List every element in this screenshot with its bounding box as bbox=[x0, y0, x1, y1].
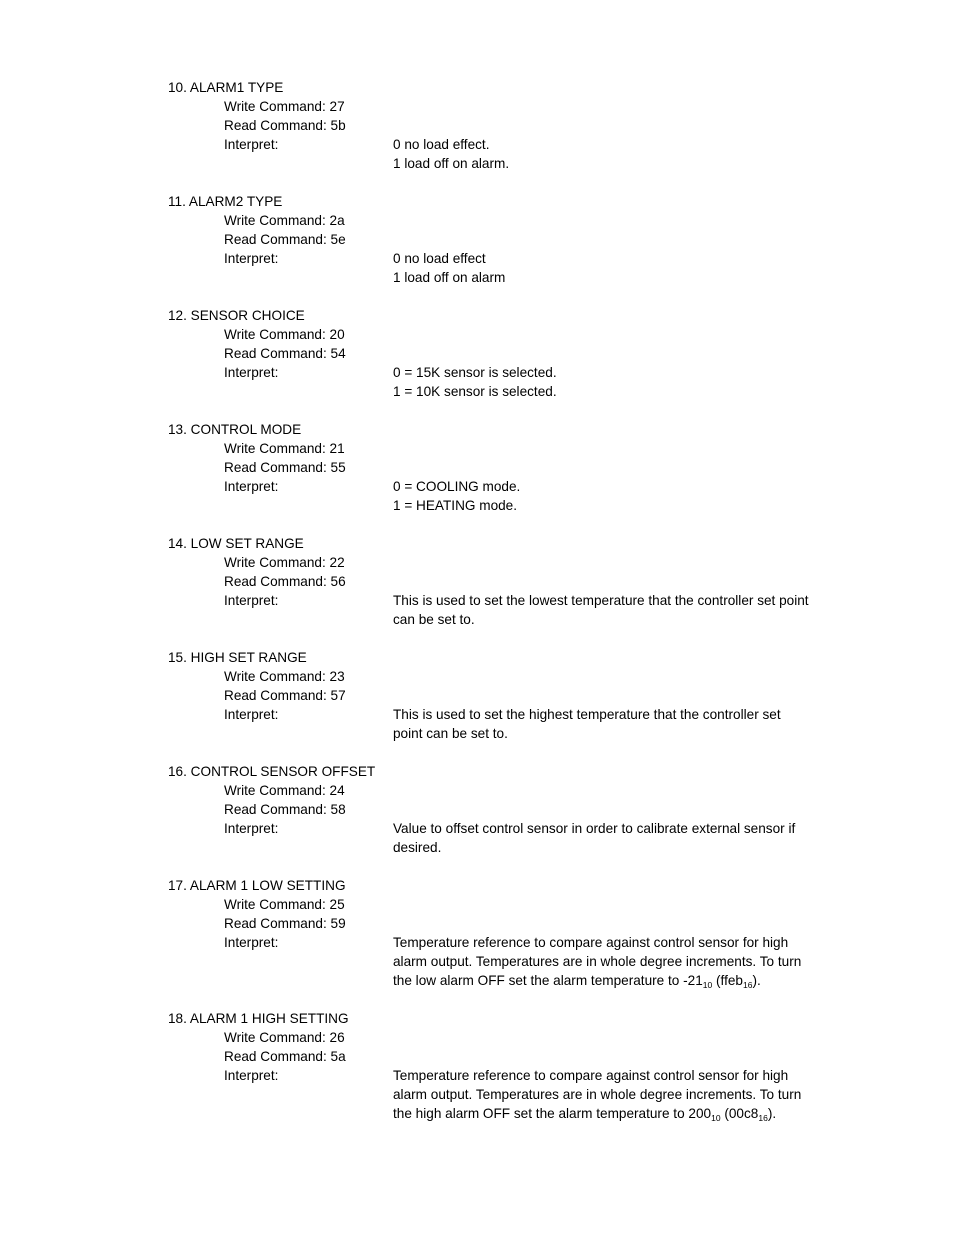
interpret-text: 0 = 15K sensor is selected. bbox=[393, 365, 557, 380]
interpret-block bbox=[0, 705, 954, 743]
interpret-label: Interpret: bbox=[224, 821, 279, 836]
interpret-row bbox=[0, 382, 954, 401]
write-command: Write Command: 27 bbox=[224, 99, 345, 114]
write-command: Write Command: 26 bbox=[224, 1030, 345, 1045]
interpret-row bbox=[0, 933, 954, 952]
interpret-text: 1 = HEATING mode. bbox=[393, 498, 518, 513]
interpret-text-part: the high alarm OFF set the alarm temperature to 200 bbox=[393, 1106, 712, 1121]
interpret-text-part: ). bbox=[752, 973, 761, 988]
interpret-row bbox=[0, 154, 954, 173]
interpret-text-part: the low alarm OFF set the alarm temperature to -21 bbox=[393, 973, 703, 988]
interpret-block bbox=[0, 477, 954, 515]
write-command: Write Command: 25 bbox=[224, 897, 345, 912]
interpret-row bbox=[0, 363, 954, 382]
write-row bbox=[0, 895, 954, 914]
section-title: 10. ALARM1 TYPE bbox=[168, 80, 284, 95]
write-row bbox=[0, 781, 954, 800]
interpret-label: Interpret: bbox=[224, 137, 279, 152]
interpret-text: Temperature reference to compare against control sensor for high bbox=[393, 935, 789, 950]
command-section bbox=[0, 876, 954, 990]
interpret-row bbox=[0, 952, 954, 971]
interpret-row bbox=[0, 705, 954, 724]
section-title: 13. CONTROL MODE bbox=[168, 422, 302, 437]
interpret-text bbox=[393, 971, 761, 990]
interpret-label: Interpret: bbox=[224, 935, 279, 950]
interpret-row bbox=[0, 610, 954, 629]
interpret-text: This is used to set the lowest temperature that the controller set point bbox=[393, 593, 809, 608]
interpret-row bbox=[0, 838, 954, 857]
section-title: 18. ALARM 1 HIGH SETTING bbox=[168, 1011, 349, 1026]
document-body bbox=[0, 78, 954, 1142]
read-command: Read Command: 59 bbox=[224, 916, 346, 931]
interpret-row bbox=[0, 971, 954, 990]
interpret-text: Value to offset control sensor in order to calibrate external sensor if bbox=[393, 821, 796, 836]
subscript-base: 10 bbox=[711, 1113, 721, 1123]
interpret-row bbox=[0, 591, 954, 610]
interpret-text-part: (00c8 bbox=[720, 1106, 759, 1121]
interpret-block bbox=[0, 249, 954, 287]
write-row bbox=[0, 553, 954, 572]
read-row bbox=[0, 800, 954, 819]
interpret-text-part: (ffeb bbox=[712, 973, 743, 988]
interpret-label: Interpret: bbox=[224, 365, 279, 380]
section-title: 12. SENSOR CHOICE bbox=[168, 308, 305, 323]
read-command: Read Command: 55 bbox=[224, 460, 346, 475]
interpret-row bbox=[0, 819, 954, 838]
interpret-label: Interpret: bbox=[224, 479, 279, 494]
section-title: 14. LOW SET RANGE bbox=[168, 536, 304, 551]
interpret-text: This is used to set the highest temperature that the controller set bbox=[393, 707, 781, 722]
read-command: Read Command: 54 bbox=[224, 346, 346, 361]
write-row bbox=[0, 667, 954, 686]
section-title: 16. CONTROL SENSOR OFFSET bbox=[168, 764, 376, 779]
command-section bbox=[0, 762, 954, 857]
interpret-text: 0 no load effect bbox=[393, 251, 486, 266]
read-row bbox=[0, 686, 954, 705]
interpret-text: Temperature reference to compare against control sensor for high bbox=[393, 1068, 789, 1083]
interpret-label: Interpret: bbox=[224, 593, 279, 608]
interpret-row bbox=[0, 135, 954, 154]
subscript-base: 16 bbox=[742, 980, 753, 990]
read-row bbox=[0, 344, 954, 363]
interpret-row bbox=[0, 249, 954, 268]
command-section bbox=[0, 420, 954, 515]
write-command: Write Command: 21 bbox=[224, 441, 345, 456]
interpret-row bbox=[0, 1085, 954, 1104]
command-section bbox=[0, 1009, 954, 1123]
command-section bbox=[0, 78, 954, 173]
write-command: Write Command: 23 bbox=[224, 669, 345, 684]
interpret-text: point can be set to. bbox=[393, 726, 508, 741]
read-row bbox=[0, 116, 954, 135]
interpret-block bbox=[0, 591, 954, 629]
read-row bbox=[0, 1047, 954, 1066]
read-command: Read Command: 58 bbox=[224, 802, 346, 817]
interpret-label: Interpret: bbox=[224, 251, 279, 266]
read-row bbox=[0, 572, 954, 591]
interpret-block bbox=[0, 363, 954, 401]
section-title: 15. HIGH SET RANGE bbox=[168, 650, 307, 665]
interpret-row bbox=[0, 477, 954, 496]
write-row bbox=[0, 97, 954, 116]
write-command: Write Command: 2a bbox=[224, 213, 345, 228]
interpret-label: Interpret: bbox=[224, 1068, 279, 1083]
interpret-row bbox=[0, 268, 954, 287]
interpret-text bbox=[393, 1104, 776, 1123]
subscript-base: 16 bbox=[758, 1113, 768, 1123]
interpret-row bbox=[0, 1104, 954, 1123]
interpret-text: alarm output. Temperatures are in whole degree increments. To turn bbox=[393, 954, 802, 969]
interpret-text: desired. bbox=[393, 840, 442, 855]
interpret-text: 0 = COOLING mode. bbox=[393, 479, 521, 494]
interpret-block bbox=[0, 135, 954, 173]
read-row bbox=[0, 230, 954, 249]
section-title: 11. ALARM2 TYPE bbox=[168, 194, 283, 209]
interpret-block bbox=[0, 933, 954, 990]
write-command: Write Command: 20 bbox=[224, 327, 345, 342]
write-row bbox=[0, 325, 954, 344]
read-row bbox=[0, 914, 954, 933]
section-title: 17. ALARM 1 LOW SETTING bbox=[168, 878, 346, 893]
interpret-row bbox=[0, 1066, 954, 1085]
interpret-text-part: ). bbox=[767, 1106, 777, 1121]
interpret-text: alarm output. Temperatures are in whole degree increments. To turn bbox=[393, 1087, 802, 1102]
interpret-block bbox=[0, 819, 954, 857]
write-command: Write Command: 22 bbox=[224, 555, 345, 570]
interpret-text: 1 = 10K sensor is selected. bbox=[393, 384, 557, 399]
interpret-block bbox=[0, 1066, 954, 1123]
write-command: Write Command: 24 bbox=[224, 783, 345, 798]
write-row bbox=[0, 439, 954, 458]
interpret-text: 0 no load effect. bbox=[393, 137, 490, 152]
read-command: Read Command: 5b bbox=[224, 118, 346, 133]
interpret-text: can be set to. bbox=[393, 612, 475, 627]
command-section bbox=[0, 192, 954, 287]
write-row bbox=[0, 211, 954, 230]
interpret-label: Interpret: bbox=[224, 707, 279, 722]
interpret-row bbox=[0, 724, 954, 743]
write-row bbox=[0, 1028, 954, 1047]
interpret-row bbox=[0, 496, 954, 515]
interpret-text: 1 load off on alarm. bbox=[393, 156, 510, 171]
command-section bbox=[0, 648, 954, 743]
command-section bbox=[0, 534, 954, 629]
read-command: Read Command: 57 bbox=[224, 688, 346, 703]
subscript-base: 10 bbox=[702, 980, 713, 990]
read-row bbox=[0, 458, 954, 477]
read-command: Read Command: 56 bbox=[224, 574, 346, 589]
interpret-text: 1 load off on alarm bbox=[393, 270, 506, 285]
command-section bbox=[0, 306, 954, 401]
read-command: Read Command: 5a bbox=[224, 1049, 346, 1064]
read-command: Read Command: 5e bbox=[224, 232, 346, 247]
